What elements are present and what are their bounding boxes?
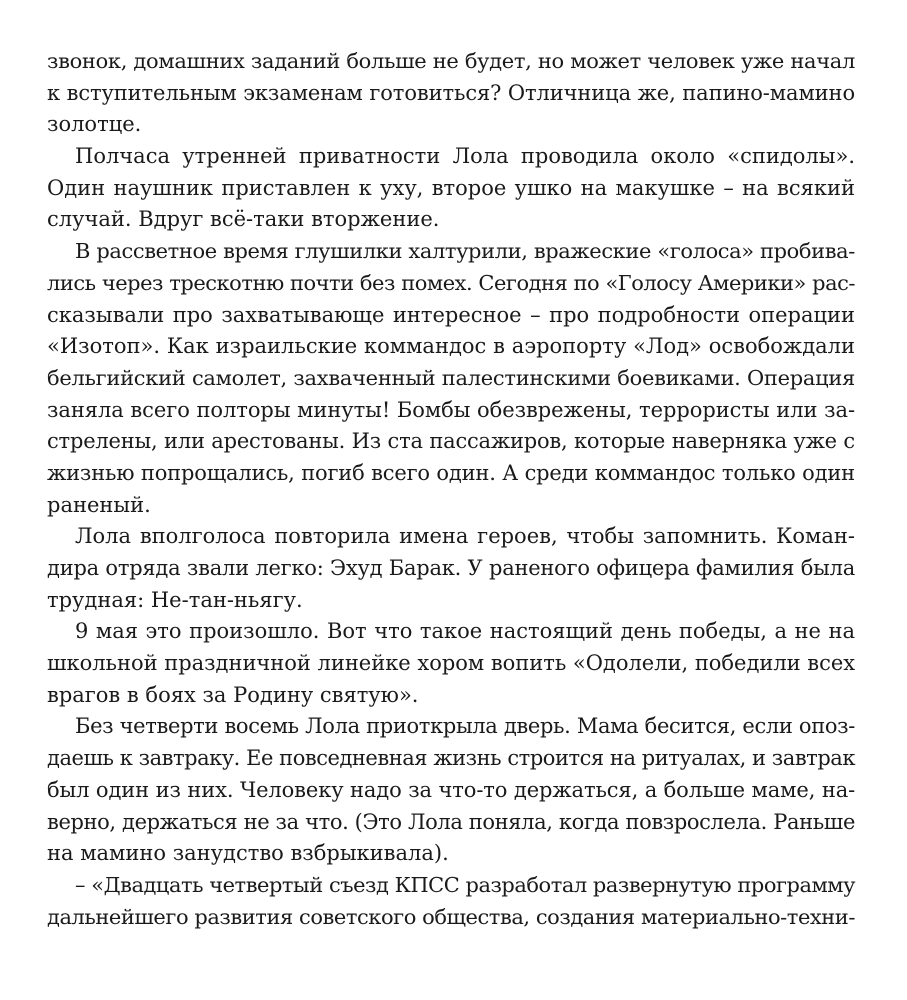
- text-line: трудная: Не-тан-ньягу.: [47, 587, 303, 612]
- text-line: дальнейшего развития советского общества, создания материально-техни-: [47, 904, 855, 929]
- text-line: звонок, домашних заданий больше не будет, но может человек уже начал: [47, 49, 855, 73]
- text-line: Полчаса утренней приватности Лола проводила около «спидолы».: [75, 144, 855, 169]
- text-line: верно, держаться не за что. (Это Лола поняла, когда повзрослела. Раньше: [47, 809, 855, 834]
- text-line: «Изотоп». Как израильские коммандос в аэропорту «Лод» освобождали: [47, 334, 855, 359]
- paragraph: [47, 616, 855, 711]
- paragraph: [47, 236, 855, 521]
- text-line: золотце.: [47, 112, 142, 137]
- paragraph: [47, 46, 855, 141]
- text-line: В рассветное время глушилки халтурили, вражеские «голоса» пробива-: [75, 239, 855, 264]
- text-line: к вступительным экзаменам готовиться? Отличница же, папино-мамино: [47, 80, 855, 105]
- text-line: 9 мая это произошло. Вот что такое настоящий день победы, а не на: [75, 619, 855, 644]
- text-line: лись через трескотню почти без помех. Сегодня по «Голосу Америки» рас-: [47, 270, 855, 295]
- text-line: – «Двадцать четвертый съезд КПСС разработал развернутую программу: [75, 872, 855, 897]
- text-line: случай. Вдруг всё-таки вторжение.: [47, 207, 440, 232]
- text-line: дира отряда звали легко: Эхуд Барак. У раненого офицера фамилия была: [47, 556, 855, 580]
- text-line: раненый.: [47, 492, 151, 517]
- text-line: даешь к завтраку. Ее повседневная жизнь строится на ритуалах, и завтрак: [47, 746, 855, 771]
- text-line: школьной праздничной линейке хором вопить «Одолели, победили всех: [47, 651, 856, 676]
- text-line: жизнью попрощались, погиб всего один. А среди коммандос только один: [47, 460, 855, 485]
- text-line: Один наушник приставлен к уху, второе ушко на макушке – на всякий: [47, 175, 855, 200]
- book-page: [47, 46, 855, 933]
- text-line: стрелены, или арестованы. Из ста пассажиров, которые наверняка уже с: [47, 429, 855, 454]
- paragraph: [47, 521, 855, 616]
- text-line: Без четверти восемь Лола приоткрыла дверь. Мама бесится, если опоз-: [75, 714, 855, 739]
- text-line: Лола вполголоса повторила имена героев, чтобы запомнить. Коман-: [75, 524, 855, 549]
- text-line: на мамино занудство взбрыкивала).: [47, 841, 449, 866]
- text-line: врагов в боях за Родину святую».: [47, 682, 419, 707]
- paragraph: [47, 870, 855, 933]
- text-line: был один из них. Человеку надо за что-то держаться, а больше маме, на-: [47, 777, 856, 802]
- text-line: заняла всего полторы минуты! Бомбы обезврежены, террористы или за-: [47, 397, 855, 422]
- paragraph: [47, 711, 855, 869]
- text-line: бельгийский самолет, захваченный палестинскими боевиками. Операция: [47, 365, 855, 390]
- text-line: сказывали про захватывающе интересное – про подробности операции: [47, 302, 855, 327]
- paragraph: [47, 141, 855, 236]
